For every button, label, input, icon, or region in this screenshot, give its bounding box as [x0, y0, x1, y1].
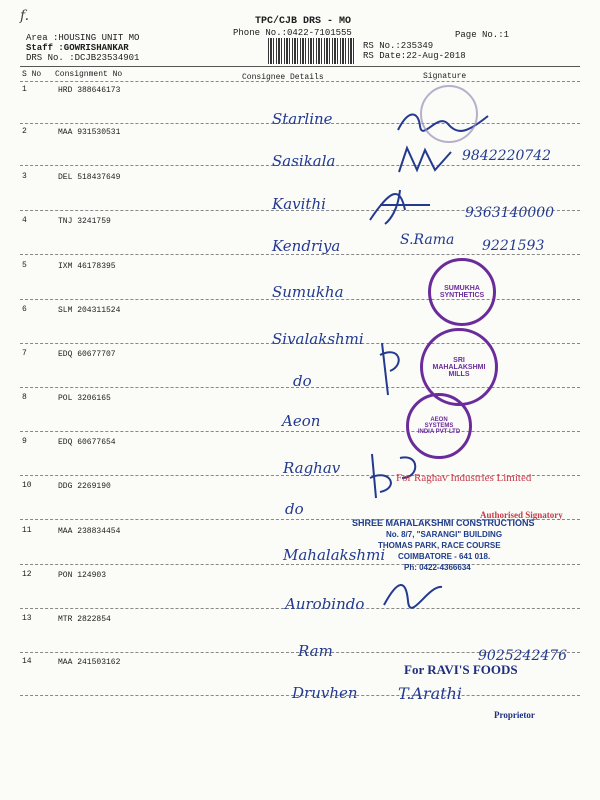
barcode	[268, 38, 356, 64]
raghav-signatory: Authorised Signatory	[480, 510, 563, 520]
hand-phone: 9363140000	[465, 205, 555, 221]
row-sno: 8	[22, 393, 27, 402]
row-consignment-no: DEL 518437649	[58, 173, 121, 182]
row-consignment-no: SLM 204311524	[58, 306, 121, 315]
sumukha-stamp	[428, 258, 496, 326]
hand-name: Sumukha	[272, 283, 344, 301]
hand-name: Druvhen	[292, 684, 358, 702]
row-consignment-no: MAA 238834454	[58, 527, 121, 536]
shree-stamp-line: No. 8/7, "SARANGI" BUILDING	[386, 530, 503, 539]
hand-phone: 9025242476	[478, 648, 568, 664]
hand-name: Sasikala	[272, 152, 336, 170]
row-sno: 14	[22, 657, 32, 666]
hand-name: Ram	[298, 642, 333, 660]
raghav-stamp: For Raghav Industries Limited	[396, 472, 532, 484]
doc-title: TPC/CJB DRS - MO	[255, 16, 352, 27]
hand-phone: 9842220742	[462, 148, 552, 164]
header-top-rule	[20, 66, 580, 67]
ravi-proprietor: Proprietor	[494, 710, 535, 720]
row-consignment-no: MAA 931530531	[58, 128, 121, 137]
hand-signature: T.Arathi	[398, 684, 462, 703]
row-consignment-no: EDQ 60677707	[58, 350, 116, 359]
hand-name: Kendriya	[272, 237, 341, 255]
row-sno: 12	[22, 570, 32, 579]
rs-number: RS No.:235349	[363, 41, 434, 51]
row-sno: 7	[22, 349, 27, 358]
row-consignment-no: POL 3206165	[58, 394, 111, 403]
mahalakshmi-stamp-text: SRI MAHALAKSHMI MILLS	[432, 356, 486, 378]
hand-signature: S.Rama	[400, 232, 455, 248]
col-consignment: Consignment No	[55, 70, 123, 79]
drs-number: DRS No. :DCJB23534901	[26, 53, 140, 63]
row-sno: 5	[22, 261, 27, 270]
shree-stamp-line: COIMBATORE - 641 018.	[398, 552, 491, 561]
rs-date: RS Date:22-Aug-2018	[363, 51, 466, 61]
hand-name: Starline	[272, 110, 333, 128]
row-sno: 1	[22, 85, 27, 94]
ravi-stamp: For RAVI'S FOODS	[404, 662, 518, 677]
shree-stamp-line: THOMAS PARK, RACE COURSE	[378, 541, 501, 550]
hand-name: Kavithi	[272, 195, 326, 213]
hand-name: Mahalakshmi	[283, 546, 386, 564]
col-sno: S No	[22, 70, 42, 79]
hand-name: Sivalakshmi	[272, 330, 364, 348]
hand-name: Raghav	[283, 459, 341, 477]
aeon-stamp	[406, 393, 472, 459]
header-bottom-rule	[20, 81, 580, 82]
row-consignment-no: IXM 46178395	[58, 262, 116, 271]
row-sno: 4	[22, 216, 27, 225]
row-sno: 13	[22, 614, 32, 623]
hand-name: do	[293, 372, 312, 390]
row-consignment-no: TNJ 3241759	[58, 217, 111, 226]
row-consignment-no: MAA 241503162	[58, 658, 121, 667]
staff-label: Staff :GOWRISHANKAR	[26, 43, 129, 53]
col-signature: Signature	[423, 72, 467, 81]
signature-scribble	[395, 142, 465, 178]
shree-stamp-name: SHREE MAHALAKSHMI CONSTRUCTIONS	[352, 518, 535, 528]
hand-name: Aeon	[282, 412, 321, 430]
row-consignment-no: PON 124903	[58, 571, 107, 580]
row-consignment-no: EDQ 60677654	[58, 438, 116, 447]
sumukha-stamp-text: SUMUKHA SYNTHETICS	[439, 285, 485, 299]
hand-name: Aurobindo	[285, 595, 365, 613]
col-consignee: Consignee Details	[242, 73, 324, 82]
row-sno: 9	[22, 437, 27, 446]
row-consignment-no: DDG 2269190	[58, 482, 111, 491]
row-sno: 11	[22, 526, 32, 535]
phone-number: Phone No.:0422-7101555	[233, 28, 352, 38]
row-divider	[20, 431, 580, 432]
row-divider	[20, 564, 580, 565]
signature-scribble	[370, 335, 410, 405]
row-consignment-no: HRD 388646173	[58, 86, 121, 95]
area-label: Area :HOUSING UNIT MO	[26, 33, 140, 43]
row-sno: 6	[22, 305, 27, 314]
faded-stamp	[420, 85, 478, 143]
page-number: Page No.:1	[455, 30, 510, 40]
row-sno: 10	[22, 481, 32, 490]
corner-mark: f.	[20, 8, 30, 24]
hand-phone: 9221593	[482, 238, 545, 254]
signature-scribble	[378, 575, 448, 615]
row-consignment-no: MTR 2822854	[58, 615, 111, 624]
signature-scribble	[360, 180, 440, 230]
row-sno: 3	[22, 172, 27, 181]
shree-stamp-line: Ph: 0422-4366634	[404, 563, 471, 572]
row-sno: 2	[22, 127, 27, 136]
hand-name: do	[285, 500, 304, 518]
aeon-stamp-text: AEON SYSTEMS INDIA PVT LTD	[417, 417, 461, 435]
